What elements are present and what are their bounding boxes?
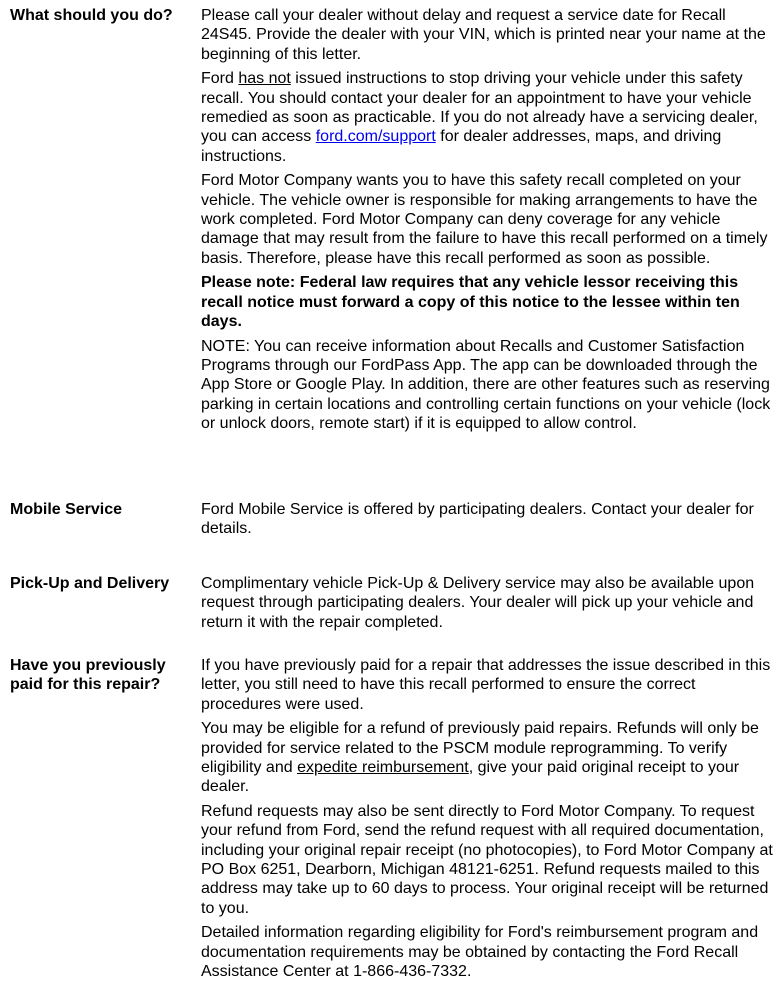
paragraph-still-need-recall: If you have previously paid for a repair that addresses the issue described in this letter, you still need to have this recall performed to ensure the correct procedures were used. bbox=[201, 657, 771, 713]
ford-support-link[interactable]: ford.com/support bbox=[315, 128, 436, 146]
label-line: paid for this repair? bbox=[10, 676, 161, 694]
underlined-expedite-reimbursement: expedite reimbursement bbox=[297, 759, 469, 777]
section-body-mobile-service bbox=[201, 500, 773, 544]
label-line: Have you previously bbox=[10, 657, 166, 674]
text-fragment: Ford bbox=[201, 70, 239, 88]
text-fragment: , give your paid original receipt to your dealer. bbox=[201, 759, 740, 796]
paragraph-federal-law-note: Please note: Federal law requires that any vehicle lessor receiving this recall notice must forward a copy of this notice to the lessee within ten days. bbox=[201, 274, 740, 331]
section-body-previously-paid bbox=[201, 656, 773, 987]
paragraph-pick-up-delivery: Complimentary vehicle Pick-Up & Delivery service may also be available upon request through participating dealers. Your dealer will pick up your vehicle and return it with the repair completed. bbox=[201, 575, 755, 631]
section-body-pick-up-and-delivery bbox=[201, 574, 773, 637]
section-label-previously-paid bbox=[10, 656, 190, 695]
paragraph-call-dealer: Please call your dealer without delay and request a service date for Recall 24S45. Provide the dealer with your VIN, which is printed near your name at the beginning of this letter. bbox=[201, 7, 766, 63]
paragraph-refund-eligibility bbox=[201, 719, 773, 797]
paragraph-owner-responsibility: Ford Motor Company wants you to have this safety recall completed on your vehicle. The vehicle owner is responsible for making arrangements to have the work completed. Ford Motor Company can deny coverage for any vehicle damage that may result from the failure to have this recall performed on a timely basis. Therefore, please have this recall performed as soon as possible. bbox=[201, 172, 768, 267]
paragraph-recall-assistance-center: Detailed information regarding eligibility for Ford's reimbursement program and documentation requirements may be obtained by contacting the Ford Recall Assistance Center at 1-866-436-7332. bbox=[201, 924, 759, 981]
paragraph-fordpass-note: NOTE: You can receive information about Recalls and Customer Satisfaction Programs through our FordPass App. The app can be downloaded through the App Store or Google Play. In addition, there are other features such as reserving parking in certain locations and controlling certain functions on your vehicle (lock or unlock doors, remote start) if it is equipped to allow control. bbox=[201, 337, 771, 433]
text-fragment: You may be eligible for a refund of previously paid repairs. Refunds will only be provided for service related to the PSCM module reprogramming. To verify eligibility and bbox=[201, 720, 759, 777]
section-label-mobile-service: Mobile Service bbox=[10, 501, 123, 518]
text-fragment: for dealer addresses, maps, and driving instructions. bbox=[201, 128, 722, 165]
underlined-has-not: has not bbox=[238, 70, 291, 88]
section-label-what-should-you-do: What should you do? bbox=[10, 7, 173, 24]
section-body-what-should-you-do bbox=[201, 6, 773, 439]
paragraph-refund-by-mail: Refund requests may also be sent directly to Ford Motor Company. To request your refund from Ford, send the refund request with all required documentation, including your original repair receipt (no photocopies), to Ford Motor Company at PO Box 6251, Dearborn, Michigan 48121-6251. Refund requests mailed to this address may take up to 60 days to process. Your original receipt will be returned to you. bbox=[201, 802, 773, 917]
section-label-pick-up-and-delivery: Pick-Up and Delivery bbox=[10, 575, 170, 592]
text-fragment: issued instructions to stop driving your vehicle under this safety recall. You should contact your dealer for an appointment to have your vehicle remedied as soon as practicable. If you do not already have a servicing dealer, you can access bbox=[201, 70, 758, 146]
paragraph-mobile-service: Ford Mobile Service is offered by participating dealers. Contact your dealer for details. bbox=[201, 501, 754, 538]
paragraph-do-not-stop-driving bbox=[201, 69, 773, 166]
